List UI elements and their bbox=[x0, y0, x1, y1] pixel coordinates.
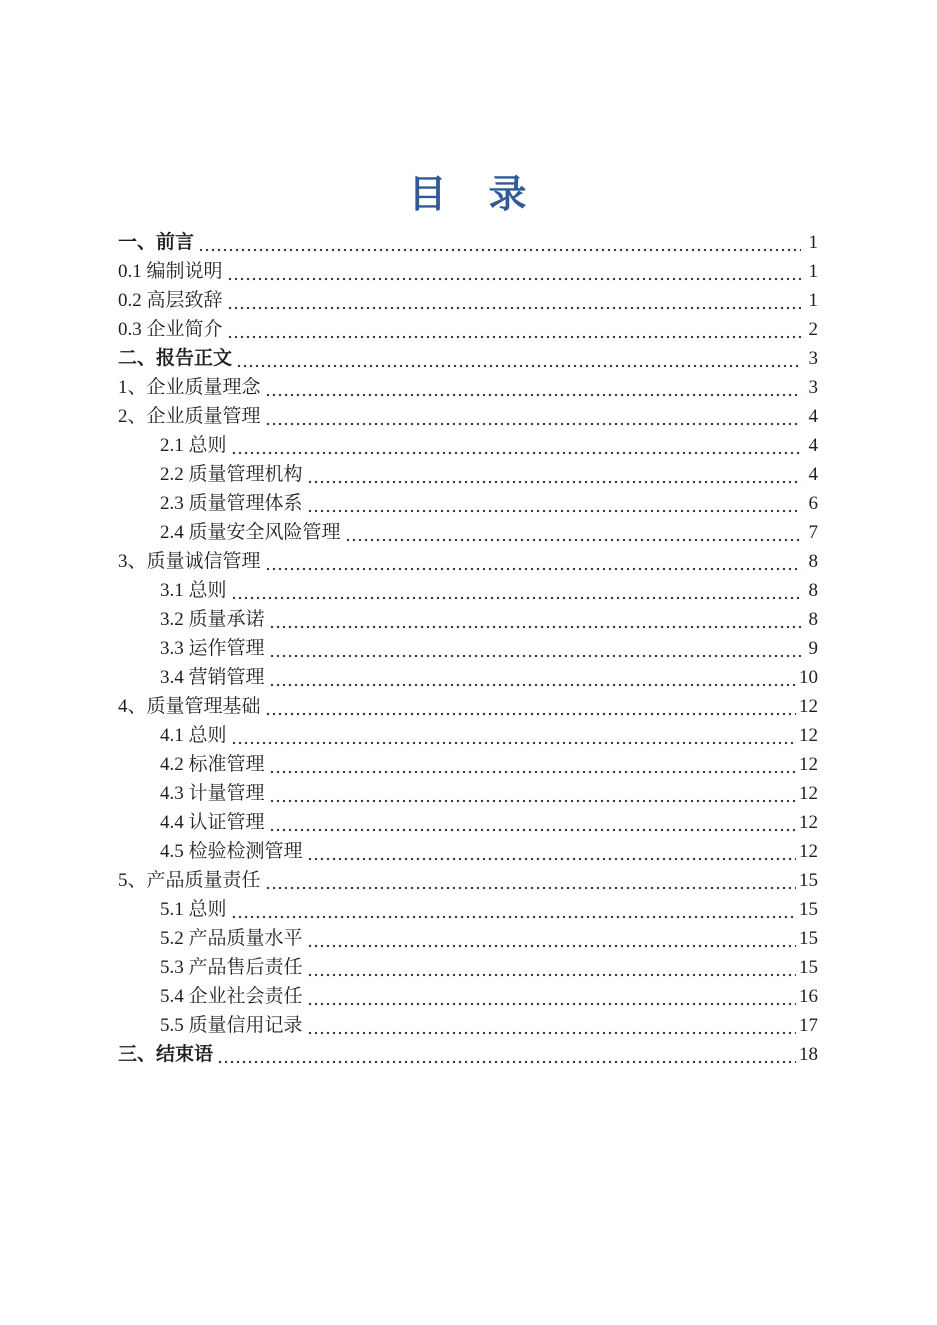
toc-dotted-leader bbox=[269, 808, 796, 837]
toc-page-number: 17 bbox=[799, 1015, 818, 1036]
toc-dotted-leader bbox=[231, 576, 801, 605]
toc-entry[interactable] bbox=[118, 634, 818, 663]
toc-dotted-leader bbox=[345, 518, 801, 547]
toc-entry-label: 3.2 质量承诺 bbox=[160, 609, 265, 630]
toc-entry[interactable] bbox=[118, 402, 818, 431]
toc-page-number: 3 bbox=[808, 348, 818, 369]
toc-entry[interactable] bbox=[118, 576, 818, 605]
toc-entry-label: 4、质量管理基础 bbox=[118, 696, 261, 717]
toc-entry-label: 4.5 检验检测管理 bbox=[160, 841, 303, 862]
toc-page-number: 16 bbox=[799, 986, 818, 1007]
toc-dotted-leader bbox=[269, 663, 796, 692]
toc-page-number: 12 bbox=[799, 725, 818, 746]
toc-dotted-leader bbox=[231, 431, 801, 460]
toc-page-number: 12 bbox=[799, 841, 818, 862]
toc-entry-label: 2.4 质量安全风险管理 bbox=[160, 522, 341, 543]
toc-page-number: 12 bbox=[799, 754, 818, 775]
toc-entry-label: 5.5 质量信用记录 bbox=[160, 1015, 303, 1036]
toc-entry[interactable] bbox=[118, 1040, 818, 1069]
toc-entry[interactable] bbox=[118, 489, 818, 518]
toc-dotted-leader bbox=[227, 286, 801, 315]
toc-page-number: 15 bbox=[799, 928, 818, 949]
toc-page-number: 18 bbox=[799, 1044, 818, 1065]
toc-entry[interactable] bbox=[118, 431, 818, 460]
toc-page-number: 12 bbox=[799, 696, 818, 717]
toc-entry[interactable] bbox=[118, 750, 818, 779]
toc-entry-label: 3、质量诚信管理 bbox=[118, 551, 261, 572]
toc-entry-label: 2.1 总则 bbox=[160, 435, 227, 456]
toc-dotted-leader bbox=[217, 1040, 796, 1069]
toc-page-number: 12 bbox=[799, 812, 818, 833]
toc-page-number: 4 bbox=[808, 464, 818, 485]
toc-dotted-leader bbox=[307, 489, 801, 518]
toc-entry[interactable] bbox=[118, 373, 818, 402]
toc-entry-label: 三、结束语 bbox=[118, 1044, 214, 1065]
toc-dotted-leader bbox=[307, 982, 796, 1011]
toc-dotted-leader bbox=[236, 344, 801, 373]
toc-page-number: 1 bbox=[808, 261, 818, 282]
toc-page-number: 8 bbox=[808, 551, 818, 572]
page-title: 目 录 bbox=[408, 174, 529, 216]
toc-entry[interactable] bbox=[118, 228, 818, 257]
toc-dotted-leader bbox=[307, 837, 796, 866]
toc-entry[interactable] bbox=[118, 895, 818, 924]
toc-entry-label: 0.3 企业简介 bbox=[118, 319, 223, 340]
toc-page-number: 6 bbox=[808, 493, 818, 514]
toc-dotted-leader bbox=[231, 895, 796, 924]
toc-page-number: 8 bbox=[808, 609, 818, 630]
toc-entry-label: 4.3 计量管理 bbox=[160, 783, 265, 804]
toc-entry[interactable] bbox=[118, 721, 818, 750]
toc-dotted-leader bbox=[265, 402, 801, 431]
toc-page-number: 4 bbox=[808, 435, 818, 456]
toc-dotted-leader bbox=[269, 779, 796, 808]
toc-dotted-leader bbox=[307, 1011, 796, 1040]
toc-dotted-leader bbox=[265, 692, 796, 721]
toc-entry[interactable] bbox=[118, 315, 818, 344]
toc-entry-label: 4.4 认证管理 bbox=[160, 812, 265, 833]
toc-page-number: 8 bbox=[808, 580, 818, 601]
toc-page-number: 9 bbox=[808, 638, 818, 659]
toc-page-number: 7 bbox=[808, 522, 818, 543]
toc-entry-label: 5.3 产品售后责任 bbox=[160, 957, 303, 978]
toc-entry[interactable] bbox=[118, 692, 818, 721]
toc-entry[interactable] bbox=[118, 866, 818, 895]
toc-entry[interactable] bbox=[118, 924, 818, 953]
toc-entry-label: 4.1 总则 bbox=[160, 725, 227, 746]
toc-page-number: 2 bbox=[808, 319, 818, 340]
toc-entry-label: 二、报告正文 bbox=[118, 348, 233, 369]
toc-entry[interactable] bbox=[118, 779, 818, 808]
toc-entry[interactable] bbox=[118, 257, 818, 286]
toc-entry-label: 2.3 质量管理体系 bbox=[160, 493, 303, 514]
toc-entry-label: 5.2 产品质量水平 bbox=[160, 928, 303, 949]
toc-dotted-leader bbox=[269, 605, 801, 634]
toc-page-number: 15 bbox=[799, 899, 818, 920]
toc-dotted-leader bbox=[265, 373, 801, 402]
toc-entry-label: 1、企业质量理念 bbox=[118, 377, 261, 398]
toc-entry[interactable] bbox=[118, 286, 818, 315]
toc-page-number: 10 bbox=[799, 667, 818, 688]
toc-page-number: 3 bbox=[808, 377, 818, 398]
toc-entry-label: 3.3 运作管理 bbox=[160, 638, 265, 659]
toc-dotted-leader bbox=[198, 228, 801, 257]
toc-page-number: 12 bbox=[799, 783, 818, 804]
toc-dotted-leader bbox=[227, 315, 801, 344]
toc-page-number: 15 bbox=[799, 957, 818, 978]
toc-entry-label: 0.2 高层致辞 bbox=[118, 290, 223, 311]
toc-entry[interactable] bbox=[118, 663, 818, 692]
toc-entry[interactable] bbox=[118, 982, 818, 1011]
toc-page-number: 1 bbox=[808, 232, 818, 253]
toc-page-number: 15 bbox=[799, 870, 818, 891]
toc-entry[interactable] bbox=[118, 808, 818, 837]
toc-dotted-leader bbox=[307, 924, 796, 953]
toc-entry-label: 5、产品质量责任 bbox=[118, 870, 261, 891]
toc-entry-label: 4.2 标准管理 bbox=[160, 754, 265, 775]
toc-entry[interactable] bbox=[118, 605, 818, 634]
toc-entry-label: 5.4 企业社会责任 bbox=[160, 986, 303, 1007]
toc-entry[interactable] bbox=[118, 953, 818, 982]
toc-entry-label: 2.2 质量管理机构 bbox=[160, 464, 303, 485]
toc-entry[interactable] bbox=[118, 518, 818, 547]
toc-dotted-leader bbox=[307, 953, 796, 982]
toc-dotted-leader bbox=[265, 547, 801, 576]
toc-dotted-leader bbox=[231, 721, 796, 750]
toc-dotted-leader bbox=[265, 866, 796, 895]
toc-entry[interactable] bbox=[118, 547, 818, 576]
toc-dotted-leader bbox=[269, 634, 801, 663]
toc-page-number: 4 bbox=[808, 406, 818, 427]
toc-entry-label: 3.1 总则 bbox=[160, 580, 227, 601]
toc-dotted-leader bbox=[269, 750, 796, 779]
toc-page-number: 1 bbox=[808, 290, 818, 311]
toc-entry-label: 5.1 总则 bbox=[160, 899, 227, 920]
toc-entry-label: 3.4 营销管理 bbox=[160, 667, 265, 688]
toc-dotted-leader bbox=[307, 460, 801, 489]
toc-entry-label: 2、企业质量管理 bbox=[118, 406, 261, 427]
toc-entry-label: 0.1 编制说明 bbox=[118, 261, 223, 282]
toc-dotted-leader bbox=[227, 257, 801, 286]
toc-entry[interactable] bbox=[118, 1011, 818, 1040]
toc-entry-label: 一、前言 bbox=[118, 232, 195, 253]
toc-list bbox=[118, 228, 818, 1069]
toc-entry[interactable] bbox=[118, 837, 818, 866]
toc-entry[interactable] bbox=[118, 344, 818, 373]
toc-entry[interactable] bbox=[118, 460, 818, 489]
